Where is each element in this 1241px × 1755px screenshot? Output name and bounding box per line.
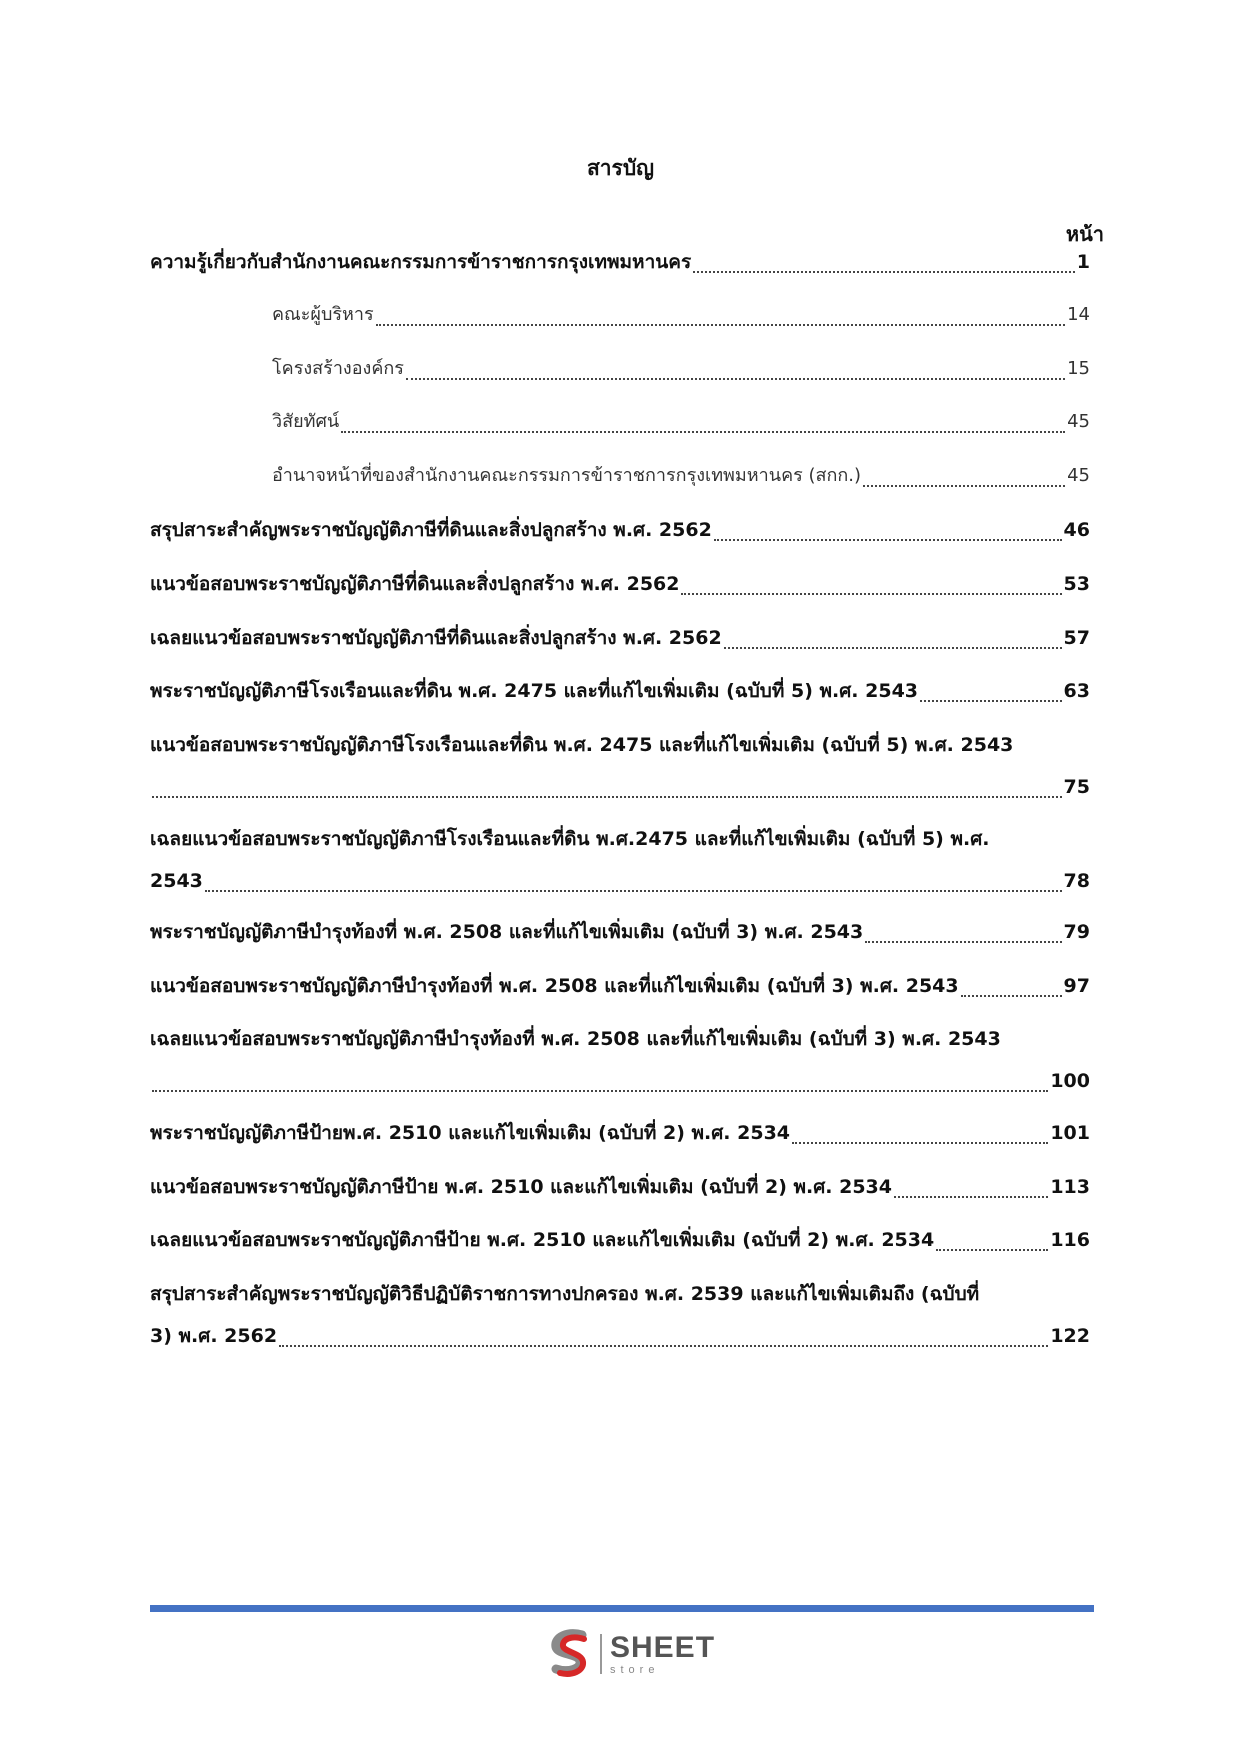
toc-entry[interactable] bbox=[150, 1166, 1090, 1208]
page-title: สารบัญ bbox=[586, 156, 655, 180]
toc-entry-page: 14 bbox=[1067, 304, 1090, 325]
leader-dots bbox=[863, 485, 1065, 487]
sheet-store-logo bbox=[548, 1624, 728, 1684]
page-column-label: หน้า bbox=[1065, 222, 1104, 246]
footer-rule bbox=[150, 1605, 1094, 1612]
leader-dots bbox=[920, 700, 1062, 702]
toc-entry-text: สรุปสาระสำคัญพระราชบัญญัติภาษีที่ดินและสิ่งปลูกสร้าง พ.ศ. 2562 bbox=[150, 519, 712, 541]
toc-entry-page: 101 bbox=[1050, 1122, 1090, 1144]
toc-entry-text: แนวข้อสอบพระราชบัญญัติภาษีบำรุงท้องที่ พ.ศ. 2508 และที่แก้ไขเพิ่มเติม (ฉบับที่ 3) พ.ศ. 2543 bbox=[150, 975, 959, 997]
toc-entry[interactable] bbox=[150, 617, 1090, 659]
toc-subentry[interactable] bbox=[272, 348, 1090, 390]
toc-entry-text: โครงสร้างองค์กร bbox=[272, 358, 404, 379]
toc-entry-text: เฉลยแนวข้อสอบพระราชบัญญัติภาษีที่ดินและสิ่งปลูกสร้าง พ.ศ. 2562 bbox=[150, 627, 722, 649]
toc-entry-text: ความรู้เกี่ยวกับสำนักงานคณะกรรมการข้าราชการกรุงเทพมหานคร bbox=[150, 251, 692, 273]
toc-entry-text-line1: เฉลยแนวข้อสอบพระราชบัญญัติภาษีโรงเรือนและที่ดิน พ.ศ.2475 และที่แก้ไขเพิ่มเติม (ฉบับที่ 5) พ.ศ. bbox=[150, 828, 990, 850]
toc-entry-text-line1: สรุปสาระสำคัญพระราชบัญญัติวิธีปฏิบัติราชการทางปกครอง พ.ศ. 2539 และแก้ไขเพิ่มเติมถึง (ฉบับที่ bbox=[150, 1283, 980, 1305]
leader-dots bbox=[205, 890, 1062, 892]
sheet-store-logo-icon bbox=[548, 1629, 592, 1679]
toc-entry-text: พระราชบัญญัติภาษีโรงเรือนและที่ดิน พ.ศ. 2475 และที่แก้ไขเพิ่มเติม (ฉบับที่ 5) พ.ศ. 2543 bbox=[150, 680, 919, 702]
leader-dots bbox=[792, 1142, 1048, 1144]
toc-entry-page: 75 bbox=[1063, 776, 1090, 798]
toc-entry-text: วิสัยทัศน์ bbox=[272, 411, 340, 432]
leader-dots bbox=[714, 539, 1062, 541]
toc-entry-page: 79 bbox=[1063, 921, 1090, 943]
toc-entry-text: อำนาจหน้าที่ของสำนักงานคณะกรรมการข้าราชการกรุงเทพมหานคร (สกก.) bbox=[272, 465, 862, 486]
toc-entry-page: 1 bbox=[1076, 251, 1090, 273]
toc-entry[interactable] bbox=[150, 911, 1090, 953]
toc-entry-page: 113 bbox=[1050, 1176, 1090, 1198]
toc-entry[interactable] bbox=[150, 965, 1090, 1007]
toc-entry[interactable] bbox=[150, 1112, 1090, 1154]
toc-entry-text: แนวข้อสอบพระราชบัญญัติภาษีป้าย พ.ศ. 2510 และแก้ไขเพิ่มเติม (ฉบับที่ 2) พ.ศ. 2534 bbox=[150, 1176, 893, 1198]
toc-entry-text: คณะผู้บริหาร bbox=[272, 304, 374, 325]
toc-entry-text-line1: แนวข้อสอบพระราชบัญญัติภาษีโรงเรือนและที่ดิน พ.ศ. 2475 และที่แก้ไขเพิ่มเติม (ฉบับที่ 5) พ.ศ. 2543 bbox=[150, 734, 1014, 756]
toc-entry[interactable] bbox=[150, 563, 1090, 605]
leader-dots bbox=[961, 995, 1062, 997]
toc-entry-text-line1: เฉลยแนวข้อสอบพระราชบัญญัติภาษีบำรุงท้องที่ พ.ศ. 2508 และที่แก้ไขเพิ่มเติม (ฉบับที่ 3) พ.ศ. 2543 bbox=[150, 1028, 1001, 1050]
toc-entry-text: เฉลยแนวข้อสอบพระราชบัญญัติภาษีป้าย พ.ศ. 2510 และแก้ไขเพิ่มเติม (ฉบับที่ 2) พ.ศ. 2534 bbox=[150, 1229, 935, 1251]
toc-entry[interactable] bbox=[150, 1018, 1090, 1102]
toc-entry-page: 45 bbox=[1067, 465, 1090, 486]
toc-entry-page: 116 bbox=[1050, 1229, 1090, 1251]
toc-entry[interactable] bbox=[150, 724, 1090, 808]
leader-dots bbox=[681, 593, 1061, 595]
toc-entry-text: แนวข้อสอบพระราชบัญญัติภาษีที่ดินและสิ่งปลูกสร้าง พ.ศ. 2562 bbox=[150, 573, 680, 595]
toc-entry[interactable] bbox=[150, 818, 1090, 902]
leader-dots bbox=[724, 647, 1062, 649]
logo-name: SHEET bbox=[610, 1630, 716, 1664]
toc-entry-page: 57 bbox=[1063, 627, 1090, 649]
leader-dots bbox=[152, 1090, 1048, 1092]
toc-entry-page: 45 bbox=[1067, 411, 1090, 432]
toc-entry-text: พระราชบัญญัติภาษีป้ายพ.ศ. 2510 และแก้ไขเพิ่มเติม (ฉบับที่ 2) พ.ศ. 2534 bbox=[150, 1122, 791, 1144]
toc-entry-page: 63 bbox=[1063, 680, 1090, 702]
toc-entry[interactable] bbox=[150, 1219, 1090, 1261]
toc-subentry[interactable] bbox=[272, 455, 1090, 497]
toc-entry-page: 78 bbox=[1063, 870, 1090, 892]
leader-dots bbox=[376, 324, 1065, 326]
toc-entry-page: 122 bbox=[1050, 1325, 1090, 1347]
toc-entry-text: พระราชบัญญัติภาษีบำรุงท้องที่ พ.ศ. 2508 และที่แก้ไขเพิ่มเติม (ฉบับที่ 3) พ.ศ. 2543 bbox=[150, 921, 864, 943]
toc-entry-text: 3) พ.ศ. 2562 bbox=[150, 1325, 278, 1347]
toc-entry-page: 15 bbox=[1067, 358, 1090, 379]
toc-entry[interactable] bbox=[150, 1273, 1090, 1357]
toc-entry-text: 2543 bbox=[150, 870, 203, 892]
leader-dots bbox=[279, 1345, 1048, 1347]
toc-entry-page: 100 bbox=[1050, 1070, 1090, 1092]
leader-dots bbox=[936, 1249, 1048, 1251]
toc-entry-page: 53 bbox=[1063, 573, 1090, 595]
toc-entry[interactable] bbox=[150, 670, 1090, 712]
toc-entry-page: 97 bbox=[1063, 975, 1090, 997]
logo-sub: store bbox=[610, 1663, 660, 1676]
leader-dots bbox=[894, 1196, 1048, 1198]
toc-subentry[interactable] bbox=[272, 294, 1090, 336]
logo-separator bbox=[600, 1634, 602, 1674]
toc-entry[interactable] bbox=[150, 509, 1090, 551]
toc-entry-page: 46 bbox=[1063, 519, 1090, 541]
leader-dots bbox=[341, 431, 1065, 433]
leader-dots bbox=[693, 271, 1075, 273]
logo-text bbox=[610, 1630, 716, 1676]
leader-dots bbox=[152, 796, 1062, 798]
leader-dots bbox=[406, 378, 1065, 380]
toc-subentry[interactable] bbox=[272, 401, 1090, 443]
leader-dots bbox=[865, 941, 1061, 943]
toc-entry[interactable] bbox=[150, 241, 1090, 283]
